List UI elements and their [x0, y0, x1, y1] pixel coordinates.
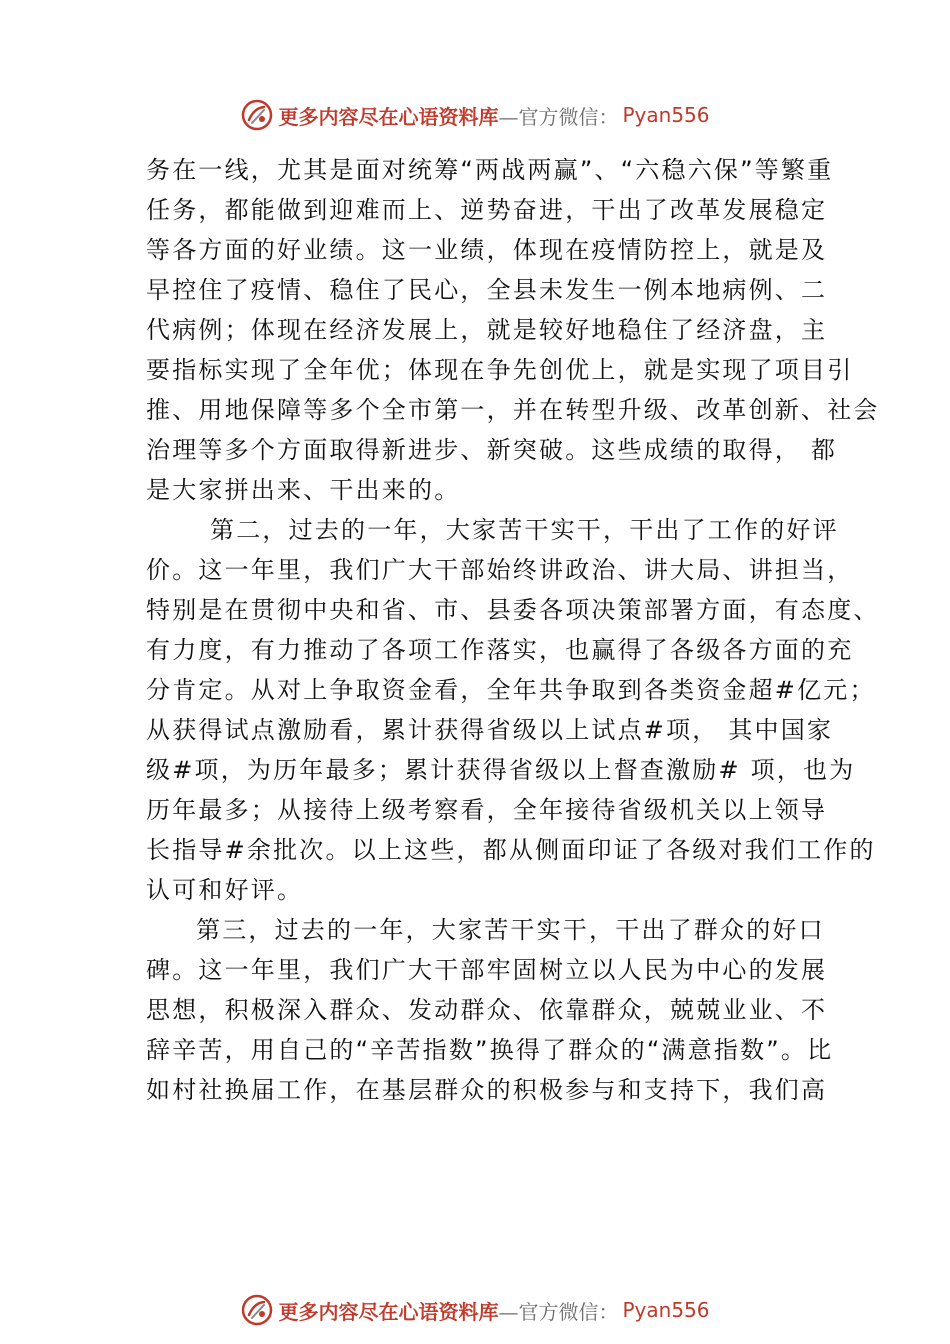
body-line: 治理等多个方面取得新进步、新突破。这些成绩的取得， 都: [146, 436, 838, 464]
footer-dash-text: —官方微信：: [498, 1299, 619, 1324]
paragraph-start-line: 第二，过去的一年，大家苦干实干，干出了工作的好评: [210, 516, 839, 544]
body-line: 级#项，为历年最多；累计获得省级以上督查激励# 项，也为: [146, 756, 856, 784]
footer-account-id: Pyan556: [622, 1298, 710, 1322]
body-line: 等各方面的好业绩。这一业绩，体现在疫情防控上，就是及: [146, 236, 828, 264]
body-line: 价。这一年里，我们广大干部始终讲政治、讲大局、讲担当，: [146, 556, 854, 584]
body-line: 认可和好评。: [146, 876, 304, 904]
paragraph-start-line: 第三，过去的一年，大家苦干实干，干出了群众的好口: [196, 916, 825, 944]
body-line: 要指标实现了全年优；体现在争先创优上，就是实现了项目引: [146, 356, 854, 384]
body-line: 早控住了疫情、稳住了民心，全县未发生一例本地病例、二: [146, 276, 828, 304]
header-account-id: Pyan556: [622, 103, 710, 127]
body-line: 辞辛苦，用自己的“辛苦指数”换得了群众的“满意指数”。比: [146, 1036, 834, 1064]
body-line: 分肯定。从对上争取资金看，全年共争取到各类资金超#亿元；: [146, 676, 876, 704]
body-line: 有力度，有力推动了各项工作落实，也赢得了各级各方面的充: [146, 636, 854, 664]
header-dash-text: —官方微信：: [498, 104, 619, 129]
body-line: 推、用地保障等多个全市第一，并在转型升级、改革创新、社会: [146, 396, 880, 424]
footer-watermark-banner: [0, 1287, 950, 1333]
body-line: 如村社换届工作，在基层群众的积极参与和支持下，我们高: [146, 1076, 828, 1104]
body-line: 特别是在贯彻中央和省、市、县委各项决策部署方面，有态度、: [146, 596, 880, 624]
body-line: 碑。这一年里，我们广大干部牢固树立以人民为中心的发展: [146, 956, 828, 984]
header-watermark-banner: [0, 92, 950, 138]
body-line: 从获得试点激励看，累计获得省级以上试点#项， 其中国家: [146, 716, 834, 744]
brand-logo-icon: [240, 1293, 274, 1327]
body-line: 务在一线，尤其是面对统筹“两战两赢”、“六稳六保”等繁重: [146, 156, 834, 184]
body-line: 历年最多；从接待上级考察看，全年接待省级机关以上领导: [146, 796, 828, 824]
body-line: 思想，积极深入群众、发动群众、依靠群众，兢兢业业、不: [146, 996, 828, 1024]
footer-brand-text: 更多内容尽在心语资料库: [278, 1299, 499, 1324]
brand-logo-icon: [240, 98, 274, 132]
body-line: 长指导#余批次。以上这些，都从侧面印证了各级对我们工作的: [146, 836, 876, 864]
header-brand-text: 更多内容尽在心语资料库: [278, 104, 499, 129]
body-line: 是大家拼出来、干出来的。: [146, 476, 461, 504]
document-body: [146, 150, 880, 1110]
body-line: 代病例；体现在经济发展上，就是较好地稳住了经济盘，主: [146, 316, 828, 344]
body-line: 任务，都能做到迎难而上、逆势奋进，干出了改革发展稳定: [146, 196, 828, 224]
